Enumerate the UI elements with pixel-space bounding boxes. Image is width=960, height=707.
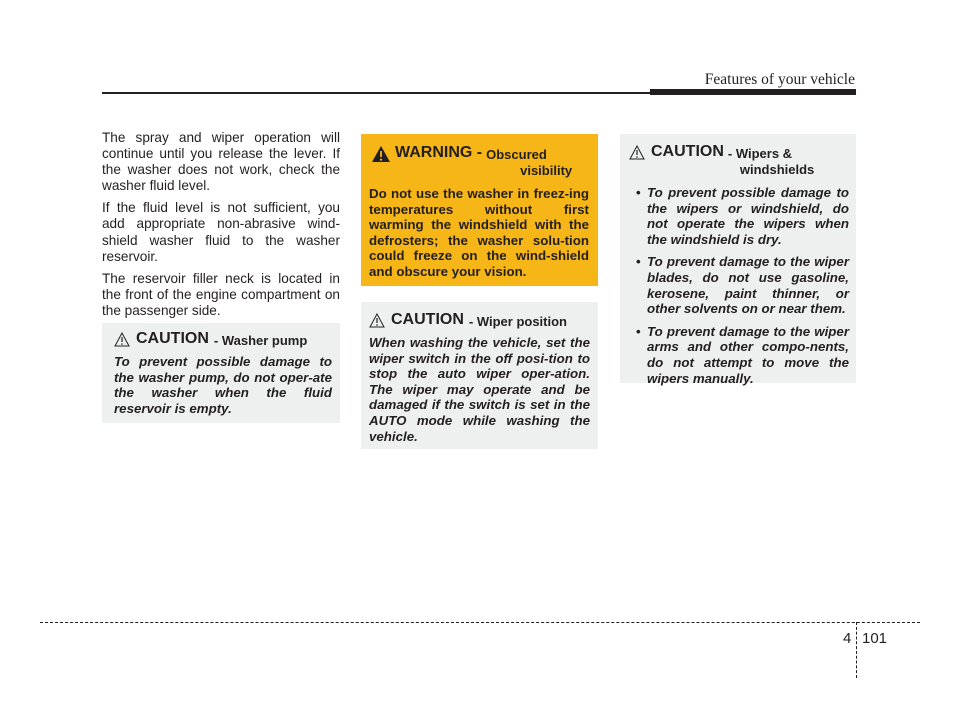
caution-list [629,185,849,386]
warning-subtitle [486,147,572,178]
caution-washer-pump-box [102,323,340,423]
footer-rule [40,622,920,623]
body-paragraph: The reservoir filler neck is located in the front of the engine compartment on the passenger side. [102,270,340,318]
caution-subtitle-line: windshields [739,162,815,177]
caution-list-item-text: To prevent possible damage to the wipers or windshield, do not operate the wipers when the windshield is dry. [647,185,849,247]
caution-triangle-outline-icon [629,145,645,160]
caution-list-item-text: To prevent damage to the wiper arms and other compo-nents, do not attempt to move the wipers manually. [647,323,849,386]
header-title: Features of your vehicle [704,71,855,88]
caution-label: CAUTION [651,143,724,160]
warning-subtitle-line: visibility [520,163,573,178]
body-text [102,130,340,325]
caution-header [114,330,332,348]
caution-text: When washing the vehicle, set the wiper switch in the off posi-tion to stop the auto wiper oper-ation. The wiper may operate and be damaged if the switch is set in the AUTO mode while washing the vehicle. [369,335,590,444]
footer-divider [856,622,857,678]
caution-text: To prevent possible damage to the washer pump, do not oper-ate the washer when the fluid reservoir is empty. [114,354,332,416]
caution-header [629,143,849,177]
header-bar [650,89,856,95]
warning-triangle-filled-icon [371,145,391,163]
caution-list-item: • To prevent damage to the wiper arms and other compo-nents, do not attempt to move the wipers manually. [636,323,849,386]
body-paragraph: The spray and wiper operation will continue until you release the lever. If the washer does not work, check the washer fluid level. [102,130,340,194]
body-paragraph: If the fluid level is not sufficient, you add appropriate non-abrasive wind-shield washer fluid to the washer reservoir. [102,200,340,264]
caution-subtitle [728,146,814,177]
caution-label: CAUTION [391,311,464,328]
caution-triangle-outline-icon [114,332,130,347]
caution-header [369,311,590,329]
caution-wiper-position-box [361,302,598,449]
warning-obscured-visibility-box [361,134,598,286]
caution-triangle-outline-icon [369,313,385,328]
caution-label: CAUTION [136,330,209,347]
caution-subtitle-line: - Wipers & [727,146,793,161]
caution-list-item: • To prevent damage to the wiper blades, do not use gasoline, kerosene, paint thinner, or other solvents on or near them. [636,254,849,317]
warning-header [369,144,589,178]
caution-wipers-windshields-box [620,134,856,386]
warning-subtitle-line: Obscured [486,147,547,162]
chapter-number: 4 [843,630,852,647]
warning-text: Do not use the washer in freez-ing temperatures without first warming the windshield with the defrosters; the washer solu-tion could freeze on the wind-shield and obscure your vision. [369,186,589,279]
caution-list-item: • To prevent possible damage to the wipers or windshield, do not operate the wipers when the windshield is dry. [636,185,849,247]
warning-label: WARNING - [395,144,483,161]
caution-list-item-text: To prevent damage to the wiper blades, do not use gasoline, kerosene, paint thinner, or other solvents on or near them. [647,254,849,317]
caution-subtitle: - Washer pump [213,333,308,348]
page-number: 101 [862,630,888,647]
caution-subtitle: - Wiper position [468,314,567,329]
